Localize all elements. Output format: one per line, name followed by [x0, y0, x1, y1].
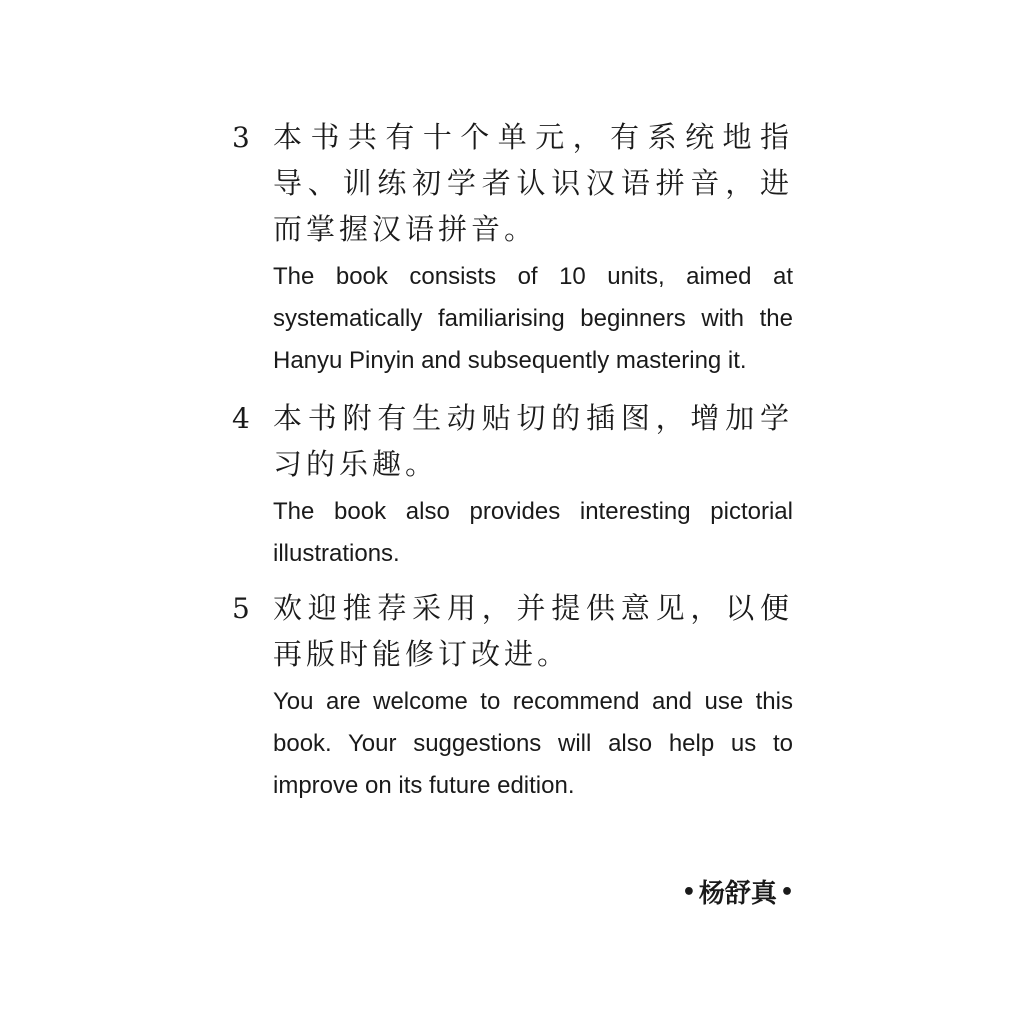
- item-body: [273, 114, 793, 382]
- english-text: You are welcome to recommend and use this book. Your suggestions will also help us to improve on its future edition.: [273, 688, 793, 799]
- bullet-icon: •: [681, 879, 696, 905]
- chinese-text: 欢迎推荐采用，并提供意见，以便再版时能修订改进。: [273, 591, 793, 671]
- item-number: 4: [232, 402, 250, 435]
- item-number: 5: [232, 592, 250, 625]
- author-name: 杨舒真: [698, 879, 777, 909]
- english-text: The book consists of 10 units, aimed at systematically familiarising beginners with the Hanyu Pinyin and subsequently mastering it.: [273, 263, 793, 374]
- item-number: 3: [232, 121, 250, 154]
- item-body: [273, 395, 793, 575]
- author-signature: [682, 874, 794, 915]
- chinese-text: 本书共有十个单元，有系统地指导、训练初学者认识汉语拼音，进而掌握汉语拼音。: [273, 120, 793, 246]
- item-body: [273, 585, 793, 807]
- chinese-text: 本书附有生动贴切的插图，增加学习的乐趣。: [273, 401, 793, 481]
- english-text: The book also provides interesting pictorial illustrations.: [273, 498, 793, 567]
- bullet-icon: •: [779, 879, 794, 905]
